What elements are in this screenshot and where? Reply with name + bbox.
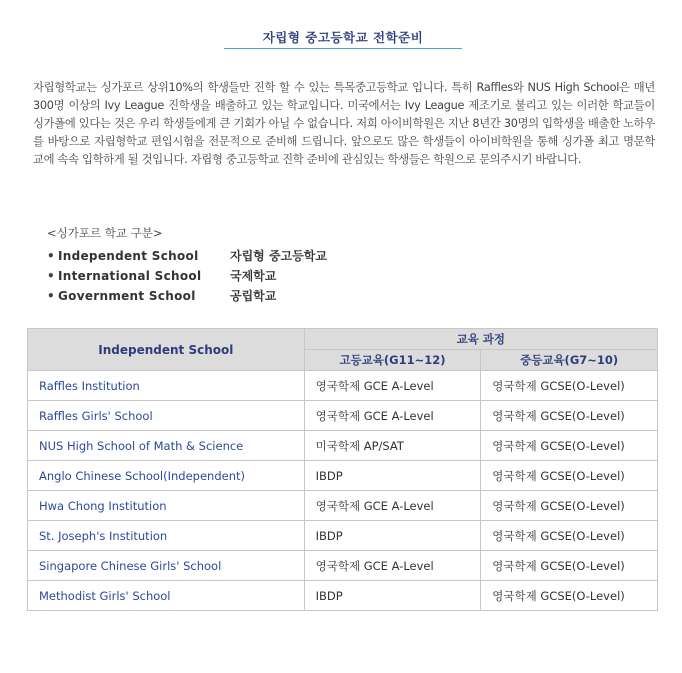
header-high-school: 고등교육(G11~12)	[304, 350, 481, 371]
table-row	[28, 401, 658, 431]
high-curriculum: IBDP	[304, 461, 481, 491]
header-independent-school: Independent School	[28, 329, 305, 371]
high-curriculum: IBDP	[304, 581, 481, 611]
high-curriculum: IBDP	[304, 521, 481, 551]
school-type-item	[47, 286, 327, 306]
table-row	[28, 581, 658, 611]
header-middle-school: 중등교육(G7~10)	[481, 350, 658, 371]
school-type-item	[47, 266, 327, 286]
middle-curriculum: 영국학제 GCSE(O-Level)	[481, 431, 658, 461]
table-row	[28, 521, 658, 551]
schools-table	[27, 328, 658, 611]
high-curriculum: 영국학제 GCE A-Level	[304, 551, 481, 581]
middle-curriculum: 영국학제 GCSE(O-Level)	[481, 551, 658, 581]
intro-paragraph: 자립형학교는 싱가포르 상위10%의 학생들만 진학 할 수 있는 특목중고등학교 입니다. 특히 Raffles와 NUS High School은 매년 300명 이상의 Ivy League 진학생을 배출하고 있는 학교입니다. 미국에서는 Ivy League 제조기로 불리고 있는 이러한 학교들이 싱가폴에 있다는 것은 우리 학생들에게 큰 기회가 아닐 수 없습니다. 저희 아이비학원은 지난 8년간 30명의 입학생을 배출한 노하우를 바탕으로 자립형학교 편입시험을 전문적으로 준비해 드립니다. 앞으로도 많은 학생들이 아이비학원을 통해 싱가폴 최고 명문학교에 속속 입학하게 될 것입니다. 자립형 중고등학교 진학 준비에 관심있는 학생들은 학원으로 문의주시기 바랍니다.	[33, 81, 655, 166]
bullet-icon: •	[47, 269, 55, 283]
bullet-icon: •	[47, 249, 55, 263]
school-name: Singapore Chinese Girls' School	[28, 551, 305, 581]
table-row	[28, 491, 658, 521]
middle-curriculum: 영국학제 GCSE(O-Level)	[481, 371, 658, 401]
school-type-en: Independent School	[58, 249, 199, 263]
school-type-ko: 자립형 중고등학교	[230, 249, 327, 263]
school-name: NUS High School of Math & Science	[28, 431, 305, 461]
header-course: 교육 과정	[304, 329, 657, 350]
school-name: Methodist Girls' School	[28, 581, 305, 611]
high-curriculum: 영국학제 GCE A-Level	[304, 491, 481, 521]
school-types-list	[47, 246, 327, 306]
school-name: Hwa Chong Institution	[28, 491, 305, 521]
middle-curriculum: 영국학제 GCSE(O-Level)	[481, 491, 658, 521]
high-curriculum: 미국학제 AP/SAT	[304, 431, 481, 461]
table-row	[28, 431, 658, 461]
high-curriculum: 영국학제 GCE A-Level	[304, 401, 481, 431]
table-row	[28, 461, 658, 491]
school-name: Raffles Girls' School	[28, 401, 305, 431]
table-row	[28, 551, 658, 581]
school-type-en: International School	[58, 269, 202, 283]
middle-curriculum: 영국학제 GCSE(O-Level)	[481, 581, 658, 611]
school-types-header: <싱가포르 학교 구분>	[47, 226, 163, 240]
school-name: St. Joseph's Institution	[28, 521, 305, 551]
school-name: Anglo Chinese School(Independent)	[28, 461, 305, 491]
bullet-icon: •	[47, 289, 55, 303]
school-type-ko: 공립학교	[230, 289, 277, 303]
table-row	[28, 371, 658, 401]
high-curriculum: 영국학제 GCE A-Level	[304, 371, 481, 401]
middle-curriculum: 영국학제 GCSE(O-Level)	[481, 401, 658, 431]
title-underline	[224, 48, 462, 49]
school-type-ko: 국제학교	[230, 269, 277, 283]
school-name: Raffles Institution	[28, 371, 305, 401]
page-title: 자립형 중고등학교 전학준비	[262, 30, 424, 45]
school-type-en: Government School	[58, 289, 196, 303]
middle-curriculum: 영국학제 GCSE(O-Level)	[481, 461, 658, 491]
school-type-item	[47, 246, 327, 266]
middle-curriculum: 영국학제 GCSE(O-Level)	[481, 521, 658, 551]
